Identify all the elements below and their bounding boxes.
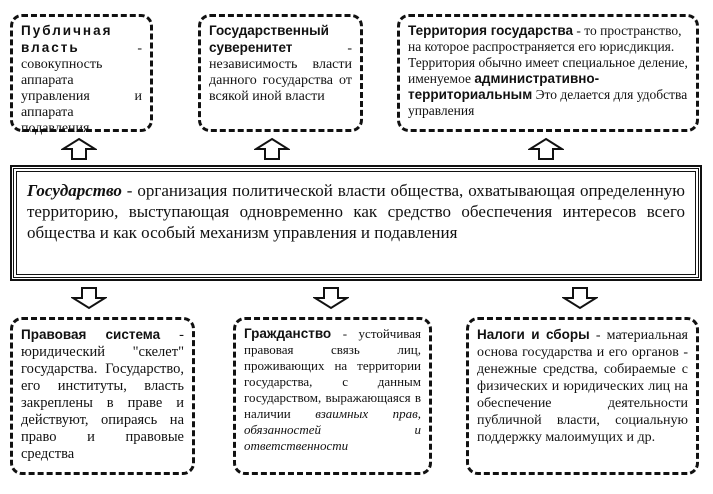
definition-public-authority: - совокупность аппарата управления и аппарата подавления [21,41,142,136]
box-state-territory [397,14,699,132]
arrow-down-icon-2 [313,286,349,310]
arrow-up-icon-3 [528,137,564,161]
definition-state-territory-b: Это делается для удобства управления [408,87,688,118]
term-taxes-and-fees: Налоги и сборы [477,327,590,342]
term-state: Государство [27,181,122,200]
box-state-sovereignty [198,14,363,132]
definition-legal-system: - юридический "скелет" государства. Государство, его институты, власть закреплены в праве и действуют, опираясь на право и правовые средства [21,327,184,462]
definition-citizenship: - устойчивая правовая связь лиц, проживающих на территории государства, с данным государством, выражающаяся в наличии [244,326,421,421]
term-citizenship: Гражданство [244,326,332,341]
citizenship-rights-phrase: взаимных прав, обязанностей и ответственности [244,406,421,453]
arrow-up-icon-2 [254,137,290,161]
term-public-authority: Публичная власть [21,23,113,55]
definition-taxes-and-fees: - материальная основа государства и его органов - денежные средства, собираемые с физических и юридических лиц на обеспечение деятельности публичной власти, социальную поддержку малоимущих и др. [477,328,688,445]
arrow-down-icon-1 [71,286,107,310]
box-state-definition [13,168,699,278]
definition-state-sovereignty: - независимость власти данного государства от всякой иной власти [209,41,352,104]
definition-state: - организация политической власти общества, охватывающая определенную территорию, выступающая одновременно как средство обеспечения интересов всего общества и как особый механизм управления и подавления [27,181,685,242]
term-state-sovereignty: Государственный суверенитет [209,23,329,55]
box-citizenship [233,317,432,475]
box-public-authority [10,14,153,136]
term-legal-system: Правовая система [21,327,161,342]
box-taxes-and-fees [466,317,699,475]
arrow-down-icon-3 [562,286,598,310]
term-administrative-territorial: административно-территориальным [408,71,600,102]
arrow-up-icon-1 [61,137,97,161]
box-legal-system [10,317,195,475]
term-state-territory: Территория государства [408,23,573,38]
definition-state-territory-a: - то пространство, на которое распространяется его юрисдикция. Территория обычно имеет специальное деление, именуемое [408,23,688,86]
